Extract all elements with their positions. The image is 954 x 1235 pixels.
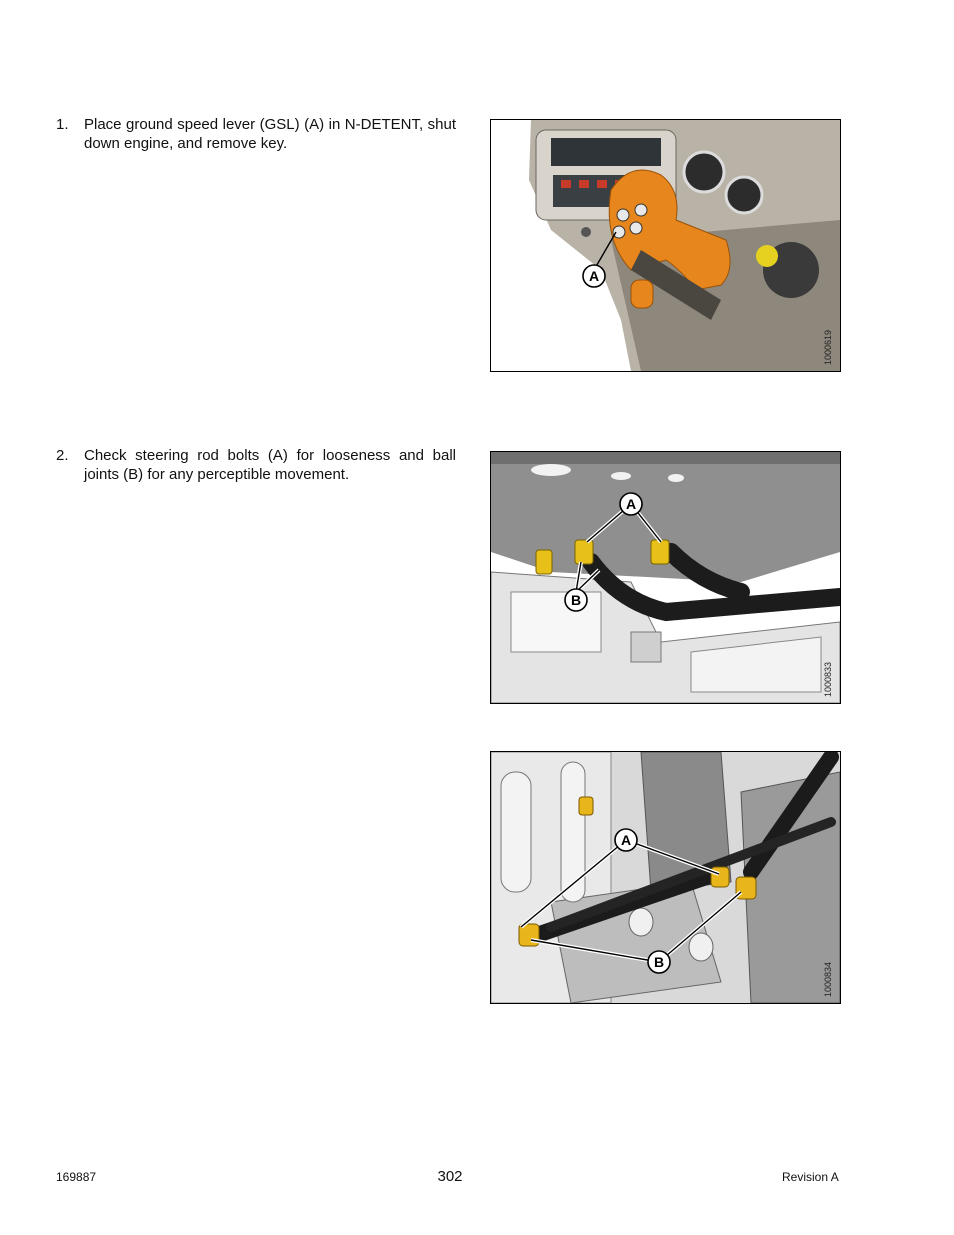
svg-text:A: A bbox=[625, 496, 637, 512]
page-number: 302 bbox=[437, 1168, 463, 1185]
svg-text:A: A bbox=[620, 832, 632, 848]
svg-text:A: A bbox=[588, 268, 600, 284]
figure-steering-rod-bolts bbox=[490, 451, 841, 704]
steering-rod-illustration bbox=[491, 452, 840, 703]
svg-text:B: B bbox=[653, 954, 665, 970]
callout-a bbox=[620, 493, 642, 515]
callout-a bbox=[583, 265, 605, 287]
figure-console-gsl bbox=[490, 119, 841, 372]
revision-label: Revision A bbox=[782, 1170, 839, 1184]
callout-b bbox=[565, 589, 587, 611]
step-2-number: 2. bbox=[56, 447, 69, 464]
step-1 bbox=[56, 115, 456, 153]
step-2 bbox=[56, 446, 456, 484]
figure-id: 1000834 bbox=[823, 961, 833, 997]
callout-a bbox=[615, 829, 637, 851]
step-1-number: 1. bbox=[56, 116, 69, 133]
callout-b bbox=[648, 951, 670, 973]
ball-joint-illustration bbox=[491, 752, 840, 1003]
figure-id: 1000833 bbox=[823, 661, 833, 697]
step-2-text: Check steering rod bolts (A) for looseness and ball joints (B) for any perceptible movement. bbox=[84, 447, 456, 483]
console-illustration bbox=[491, 120, 840, 371]
figure-id: 1000619 bbox=[823, 329, 833, 365]
doc-number: 169887 bbox=[56, 1170, 97, 1184]
svg-text:B: B bbox=[570, 592, 582, 608]
figure-ball-joints bbox=[490, 751, 841, 1004]
step-1-text: Place ground speed lever (GSL) (A) in N-DETENT, shut down engine, and remove key. bbox=[84, 116, 456, 152]
